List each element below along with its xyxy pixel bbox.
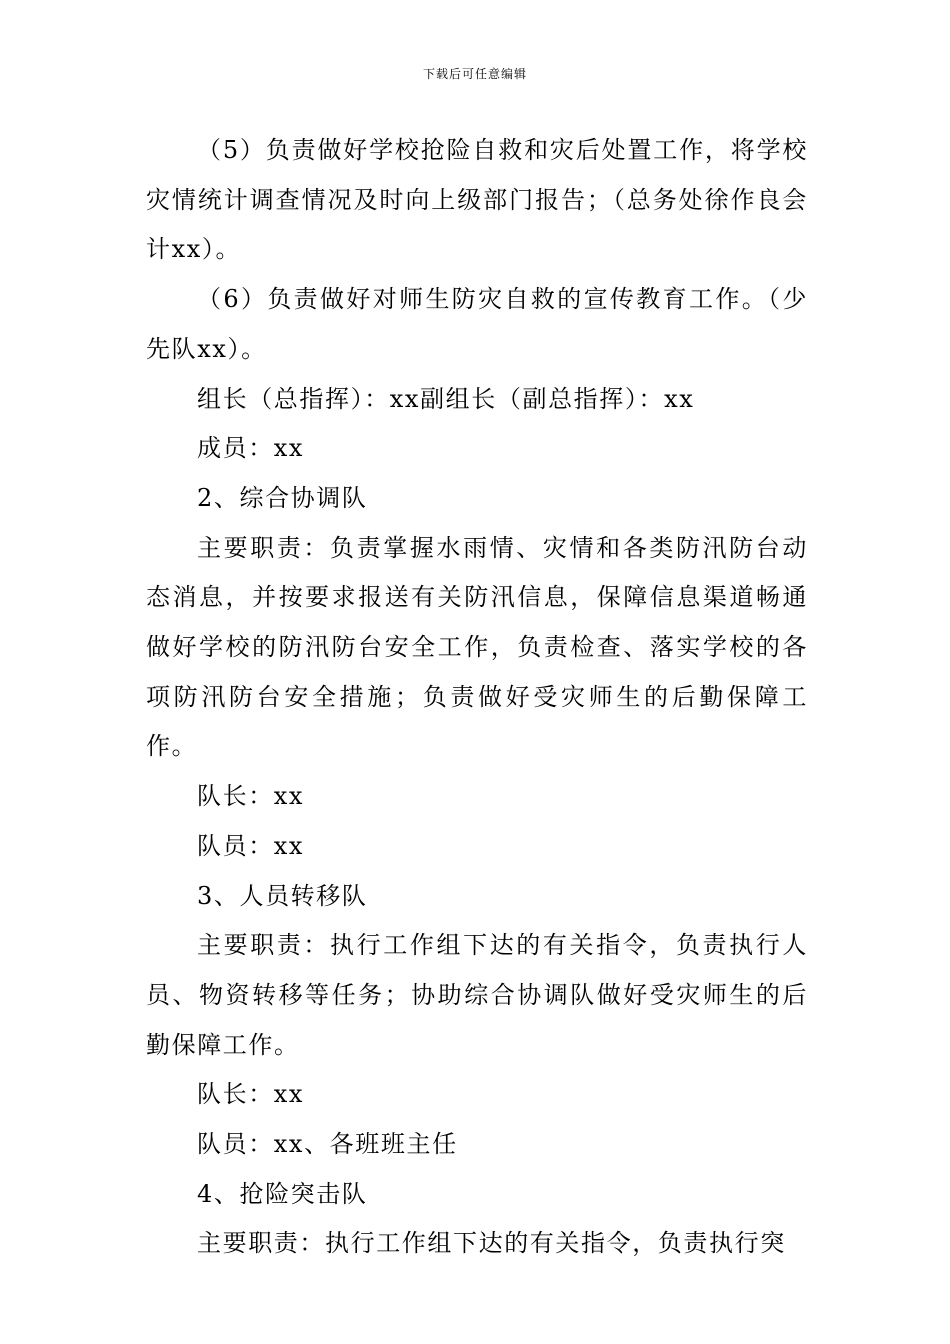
paragraph-duty-5: （5）负责做好学校抢险自救和灾后处置工作，将学校灾情统计调查情况及时向上级部门报告；（总务处徐作良会计xx）。 [146,136,808,264]
paragraph-transfer-duties: 主要职责：执行工作组下达的有关指令，负责执行人员、物资转移等任务；协助综合协调队做好受灾师生的后勤保障工作。 [146,931,808,1059]
paragraph-group-leaders: 组长（总指挥）：xx副组长（副总指挥）：xx [197,384,695,413]
paragraph-members: 成员：xx [197,434,305,463]
paragraph-transfer-leader: 队长：xx [197,1080,305,1109]
paragraph-rescue-duties: 主要职责：执行工作组下达的有关指令，负责执行突 [197,1229,786,1258]
paragraph-coordination-members: 队员：xx [197,831,305,860]
section-heading-transfer-team: 3、人员转移队 [197,881,368,910]
page-header-note: 下载后可任意编辑 [422,67,527,81]
paragraph-coordination-leader: 队长：xx [197,782,305,811]
document-body [146,126,808,1269]
paragraph-coordination-duties: 主要职责：负责掌握水雨情、灾情和各类防汛防台动态消息，并按要求报送有关防汛信息，保障信息渠道畅通做好学校的防汛防台安全工作，负责检查、落实学校的各项防汛防台安全措施；负责做好受灾师生的后勤保障工作。 [146,533,808,761]
section-heading-coordination-team: 2、综合协调队 [197,483,368,512]
paragraph-transfer-members: 队员：xx、各班班主任 [197,1130,458,1159]
paragraph-duty-6: （6）负责做好对师生防灾自救的宣传教育工作。（少先队xx）。 [146,285,808,363]
section-heading-rescue-team: 4、抢险突击队 [197,1179,368,1208]
